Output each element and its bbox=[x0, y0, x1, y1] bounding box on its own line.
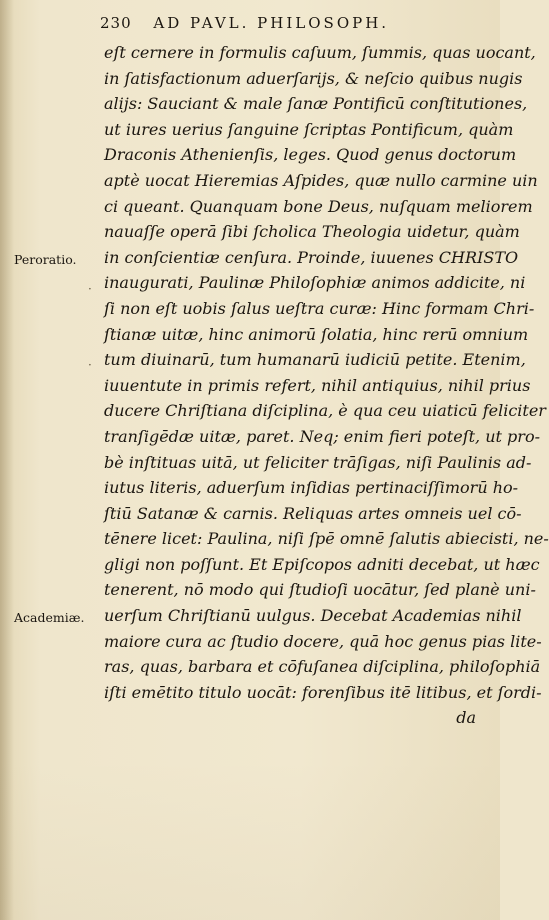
text-line: alijs: Sauciant & male ſanæ Pontificū conſtitutiones, bbox=[104, 94, 528, 114]
text-line: ſtiū Satanæ & carnis. Reliquas artes omneis uel cō- bbox=[104, 503, 522, 523]
running-title: AD PAVL. PHILOSOPH. bbox=[153, 14, 390, 32]
text-line: nauaſſe operā ſibi ſcholica Theologia uidetur, quàm bbox=[104, 222, 520, 242]
text-line: iutus literis, aduerſum inſidias pertinaciſſimorū ho- bbox=[104, 478, 519, 498]
text-line: iuuentute in primis refert, nihil antiquius, nihil prius bbox=[104, 375, 531, 395]
text-line: in conſcientiæ cenſura. Proinde, iuuenes CHRISTO bbox=[104, 247, 519, 267]
text-line: uerſum Chriſtianū uulgus. Decebat Academias nihil bbox=[104, 606, 522, 626]
text-line: maiore cura ac ſtudio docere, quā hoc genus pias lite- bbox=[104, 631, 542, 651]
text-line: ſtianæ uitæ, hinc animorū ſolatia, hinc rerū omnium bbox=[104, 324, 529, 344]
text-line: tēnere licet: Paulina, niſi ſpē omnē ſalutis abiecisti, ne- bbox=[104, 529, 549, 549]
text-line: bè inſtituas uitā, ut feliciter trāſigas, niſi Paulinis ad- bbox=[104, 452, 532, 472]
text-line: Draconis Athenienſis, leges. Quod genus doctorum bbox=[104, 145, 517, 165]
text-line: ci queant. Quanquam bone Deus, nuſquam meliorem bbox=[104, 196, 533, 216]
text-line: ducere Chriſtiana diſciplina, è qua ceu uiaticū feliciter bbox=[104, 401, 546, 421]
blank-margin bbox=[0, 760, 500, 920]
text-line: in ſatisfactionum aduerſarijs, & neſcio quibus nugis bbox=[104, 68, 523, 88]
margin-mark: · bbox=[88, 358, 92, 372]
margin-note-academiae: Academiæ. bbox=[14, 610, 85, 625]
text-line: tum diuinarū, tum humanarū iudiciū petite. Etenim, bbox=[104, 350, 526, 370]
catchword: da bbox=[456, 708, 476, 728]
text-line: iſti emētito titulo uocāt: forenſibus itē litibus, et ſordi- bbox=[104, 682, 542, 702]
text-line: eſt cernere in formulis caſuum, ſummis, quas uocant, bbox=[104, 43, 536, 62]
text-line: inaugurati, Paulinæ Philoſophiæ animos addicite, ni bbox=[104, 273, 526, 293]
text-line: ſi non eſt uobis ſalus ueſtra curæ: Hinc formam Chri- bbox=[104, 298, 535, 318]
text-line: tranſigēdæ uitæ, paret. Neq; enim fieri poteſt, ut pro- bbox=[104, 426, 540, 446]
body-text bbox=[104, 40, 549, 731]
text-line: ras, quas, barbara et cōfuſanea diſciplina, philoſophiā bbox=[104, 657, 541, 677]
margin-mark: · bbox=[88, 282, 92, 296]
running-header bbox=[100, 14, 495, 32]
text-line: gligi non poſſunt. Et Epiſcopos adniti decebat, ut hæc bbox=[104, 554, 540, 574]
text-line: tenerent, nō modo qui ſtudioſi uocātur, ſed planè uni- bbox=[104, 580, 536, 600]
text-line: ut iures uerius ſanguine ſcriptas Pontificum, quàm bbox=[104, 119, 514, 139]
margin-note-peroratio: Peroratio. bbox=[14, 252, 77, 267]
page-number: 230 bbox=[100, 14, 132, 32]
text-line: aptè uocat Hieremias Aſpides, quæ nullo carmine uin bbox=[104, 170, 538, 190]
